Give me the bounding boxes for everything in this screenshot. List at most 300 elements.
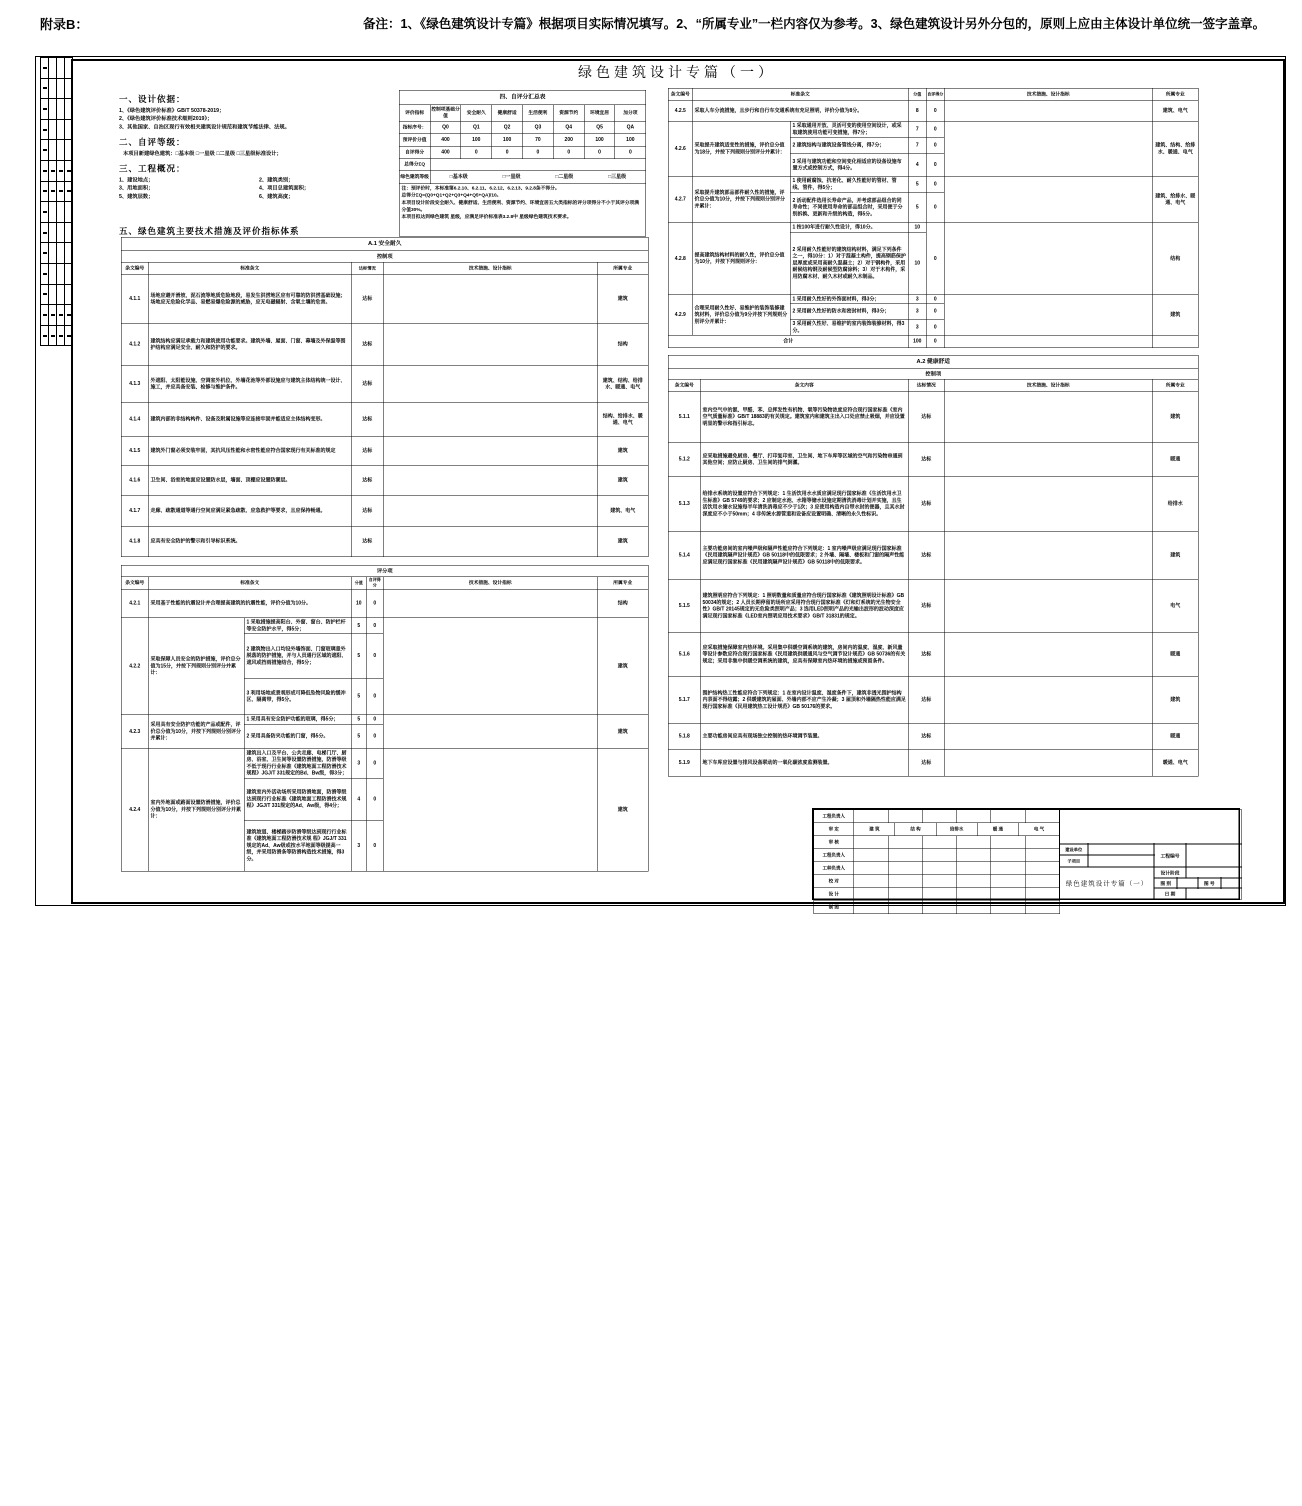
tech-cell <box>944 677 1152 724</box>
score-cell: 5 <box>351 715 366 724</box>
summary-col-header: 健康舒适 <box>492 105 523 122</box>
tech-cell <box>944 723 1152 750</box>
col-header-1: 条文内容 <box>700 379 908 392</box>
signoff-cell <box>49 160 57 181</box>
signoff-row <box>41 99 73 120</box>
signature-cell <box>957 875 991 888</box>
clause-text-cell: 外遮阳、太阳能设施、空调室外机位、外墙花池等外部设施应与建筑主体结构统一设计、施工，并应具备安装、检修与维护条件。 <box>148 366 351 403</box>
total-label-cell: 合计 <box>668 335 908 348</box>
titleblock-row <box>814 875 1060 888</box>
self-score-cell: 0 <box>926 154 944 177</box>
tech-cell <box>383 715 597 749</box>
profession-cell: 建筑 <box>597 437 648 466</box>
summary-col-header: 环境宜居 <box>584 105 615 122</box>
self-score-cell: 0 <box>366 821 383 872</box>
drawing-name: 绿色建筑设计专篇（一） <box>1059 866 1155 900</box>
self-score-cell: 0 <box>461 146 492 159</box>
clause-code-cell: 4.2.3 <box>121 715 148 749</box>
section5-heading-wrap <box>119 224 419 238</box>
status-cell: 达标 <box>908 677 944 724</box>
unit-label: 建设单位 <box>1059 843 1089 856</box>
clause-text-cell: 卫生间、浴室的地面应设置防水层，墙面、顶棚应设置防潮层。 <box>148 465 351 496</box>
scoring-clause-row <box>668 101 1198 122</box>
score-cell: 10 <box>908 232 926 295</box>
col-header-4: 所属专业 <box>1152 379 1198 392</box>
status-cell: 达标 <box>908 723 944 750</box>
summary-row-label: 绿色建筑等级 <box>399 170 430 184</box>
profession-cell: 建筑 <box>1152 392 1198 443</box>
titleblock-row <box>814 823 1060 836</box>
profession-cell: 建筑、给排水、暖通、电气 <box>1152 176 1198 223</box>
tech-cell <box>944 176 1152 223</box>
design-basis-heading: 一、设计依据： <box>119 94 186 104</box>
signature-cell <box>922 810 956 823</box>
clause-code-cell: 5.1.1 <box>668 392 700 443</box>
signoff-cell <box>41 202 49 223</box>
signoff-cell <box>57 305 65 326</box>
profession-cell: 结构 <box>597 323 648 366</box>
col-header-tech: 技术措施、设计指标 <box>944 88 1152 101</box>
signoff-cell <box>49 305 57 326</box>
tech-cell <box>383 618 597 715</box>
sub-item-cell: 2 采用耐久性好的防水和密封材料，得3分； <box>790 304 908 320</box>
titleblock-role-label: 审 核 <box>814 836 854 849</box>
scoring-clause-row <box>668 121 1198 137</box>
signoff-cell <box>57 181 65 202</box>
clause-text-cell: 应采取措施避免厨房、餐厅、打印复印室、卫生间、地下车库等区域的空气和污染物串通到其他空间；应防止厨房、卫生间的排气倒灌。 <box>700 442 908 477</box>
signature-cell <box>888 862 922 875</box>
pre-score-cell: 100 <box>492 134 523 147</box>
summary-total-row <box>399 159 646 171</box>
clause-code-cell: 5.1.3 <box>668 477 700 532</box>
total-score-cell <box>430 159 646 171</box>
self-score-cell: 0 <box>926 319 944 335</box>
self-score-cell: 0 <box>366 715 383 724</box>
signoff-cell <box>41 78 49 99</box>
score-cell: 5 <box>908 192 926 223</box>
clause-code-cell: 4.1.2 <box>121 323 148 366</box>
clause-text-cell: 建筑内部的非结构构件、设备及附属设施等应连接牢固并能适应主体结构变形。 <box>148 402 351 437</box>
signoff-cell <box>65 58 73 79</box>
clause-code-cell: 4.2.7 <box>668 176 692 223</box>
signoff-cell <box>49 243 57 264</box>
tech-cell <box>944 295 1152 336</box>
control-clause-row <box>121 323 648 366</box>
clause-text-cell: 主要功能房间应具有现场独立控制的热环境调节装置。 <box>700 723 908 750</box>
tech-cell <box>944 335 1152 348</box>
signature-cell <box>854 875 888 888</box>
a1-control-header-row <box>121 262 648 275</box>
titleblock-row <box>814 810 1060 823</box>
signature-cell <box>957 810 991 823</box>
clause-text-cell: 建筑照明应符合下列规定：1 照明数量和质量应符合现行国家标准《建筑照明设计标准》GB 50034的规定；2 人员长期停留的场所应采用符合现行国家标准《灯和灯系统的光生物安全性》GB/T 20145规定的无危险类照明产品；3 选用LED照明产品的光输出波形的波动深度应满足现行国家标准《LED室内照明应用技术要求》GB/T 31831的规定。 <box>700 580 908 633</box>
self-rating-line: 本项目新建绿色建筑：□基本级 □一星级 □二星级 □三星级标准设计； <box>123 150 282 157</box>
signoff-cell <box>65 243 73 264</box>
control-clause-row <box>121 465 648 496</box>
grade-option: □三星级 <box>608 174 627 180</box>
tech-cell <box>944 531 1152 580</box>
control-clause-row <box>668 392 1198 443</box>
col-header-clause: 标准条文 <box>692 88 908 101</box>
scoring-clause-row <box>668 176 1198 192</box>
signoff-row <box>41 222 73 243</box>
self-score-cell: 0 <box>926 101 944 122</box>
clause-code-cell: 4.2.6 <box>668 121 692 176</box>
self-score-cell: 0 <box>366 634 383 679</box>
profession-cell: 建筑 <box>1152 531 1198 580</box>
index-code-cell: Q2 <box>492 121 523 134</box>
control-clause-row <box>668 632 1198 677</box>
control-clause-row <box>668 531 1198 580</box>
self-score-cell: 0 <box>553 146 584 159</box>
signoff-cell <box>41 263 49 284</box>
grade-options-cell <box>430 170 646 184</box>
tech-cell <box>944 632 1152 677</box>
sub-item-cell: 建筑坡道、楼梯踏步防滑等级达到现行行业标准《建筑地面工程防滑技术规 程》JGJ/T 331规定的Ad、Aw级或按水平地面等级提高一级，并采用防滑条等防滑构造技术措施，得3分。 <box>244 821 351 872</box>
overview-item: 2、建筑类别； <box>259 177 294 184</box>
signature-cell <box>957 836 991 849</box>
signoff-cell <box>57 284 65 305</box>
tech-cell <box>383 437 597 466</box>
appendix-label: 附录B： <box>40 17 89 32</box>
status-cell: 达标 <box>908 442 944 477</box>
clause-code-cell: 5.1.2 <box>668 442 700 477</box>
titleblock-role-label: 工程负责人 <box>814 849 854 862</box>
scoring-header-row <box>121 577 648 590</box>
clause-code-cell: 4.1.8 <box>121 526 148 557</box>
tech-cell <box>944 442 1152 477</box>
titleblock-role-label: 审 定 <box>814 823 854 836</box>
a2-header-row <box>668 379 1198 392</box>
signature-cell <box>854 849 888 862</box>
design-basis-item: 3、其他国家、自治区现行有效相关建筑设计规范和建筑节能法律、法规。 <box>119 123 290 130</box>
clause-code-cell: 5.1.4 <box>668 531 700 580</box>
clause-code-cell: 4.1.3 <box>121 366 148 403</box>
tech-cell <box>383 465 597 496</box>
score-cell: 4 <box>908 154 926 177</box>
sub-item-cell: 3 利用场地或景观形成可降低坠物风险的缓冲区、隔离带，得5分。 <box>244 678 351 715</box>
grade-option: □一星级 <box>502 174 521 180</box>
status-cell: 达标 <box>351 323 383 366</box>
titleblock-role-label: 校 对 <box>814 875 854 888</box>
status-cell: 达标 <box>908 632 944 677</box>
clause-code-cell: 4.2.8 <box>668 223 692 295</box>
total-score-cell: 100 <box>908 335 926 348</box>
signature-cell <box>991 862 1025 875</box>
scoring-label: 评分项 <box>121 565 648 577</box>
clause-code-cell: 4.1.4 <box>121 402 148 437</box>
sub-item-cell: 1 采用具有安全防护功能的玻璃，得5分； <box>244 715 351 724</box>
signature-cell <box>888 888 922 901</box>
self-score-cell: 0 <box>523 146 554 159</box>
status-cell: 达标 <box>351 496 383 527</box>
clause-text-cell: 主要功能房间的室内噪声级和隔声性能应符合下列规定：1 室内噪声级应满足现行国家标准《民用建筑隔声设计规范》GB 50118中的低限要求；2 外墙、隔墙、楼板和门窗的隔声性能应满足现行国家标准《民用建筑隔声设计规范》GB 50118中的低限要求。 <box>700 531 908 580</box>
signoff-cell <box>57 119 65 140</box>
project-no-value <box>1185 843 1242 868</box>
titleblock-row <box>814 901 1060 914</box>
signature-cell <box>854 810 888 823</box>
a2-control-label-row <box>668 369 1198 380</box>
titleblock-top-right-cell <box>1059 810 1242 845</box>
signoff-row <box>41 78 73 99</box>
score-cell: 8 <box>908 101 926 122</box>
signoff-cell <box>49 325 57 346</box>
clause-code-cell: 4.2.5 <box>668 101 692 122</box>
sub-item-cell: 3 采用与建筑功能和空间变化相适应的设备设施布置方式或控制方式，得4分。 <box>790 154 908 177</box>
control-clause-row <box>668 677 1198 724</box>
date-value <box>1185 888 1242 900</box>
pre-score-cell: 400 <box>430 134 461 147</box>
clause-text-cell: 采取人车分流措施，且步行和自行车交通系统有充足照明，评价分值为8分。 <box>692 101 908 122</box>
tech-cell <box>383 275 597 324</box>
signoff-cell <box>49 284 57 305</box>
sub-item-cell: 建筑出入口及平台、公共走廊、电梯门厅、厨房、浴室、卫生间等设置防滑措施，防滑等级不低于现行行业标准《建筑地面工程防滑技术规程》JGJ/T 331规定的Bd、Bw级，得3分； <box>244 749 351 779</box>
signature-cell <box>957 849 991 862</box>
signoff-row <box>41 305 73 326</box>
signoff-cell <box>49 78 57 99</box>
signature-cell <box>922 875 956 888</box>
control-clause-row <box>668 750 1198 777</box>
subproject-label: 子项目 <box>1059 855 1089 868</box>
summary-index-row <box>399 121 646 134</box>
signature-cell <box>1025 888 1059 901</box>
clause-code-cell: 4.2.2 <box>121 618 148 715</box>
tech-cell <box>944 477 1152 532</box>
clause-text-cell: 采取提升建筑部品部件耐久性的措施，评价总分值为10分，并按下列规则分别评分并累计： <box>692 176 790 223</box>
signature-cell <box>991 849 1025 862</box>
sheet-remark: 备注：1、《绿色建筑设计专篇》根据项目实际情况填写。2、“所属专业”一栏内容仅为参考。3、绿色建筑设计另外分包的，原则上应由主体设计单位统一签字盖章。 <box>363 17 1266 31</box>
profession-cell: 建筑、结构、给排水、暖通、电气 <box>597 366 648 403</box>
signature-cell <box>957 862 991 875</box>
summary-notes <box>399 184 646 237</box>
titleblock-role-label: 设 计 <box>814 888 854 901</box>
col-header-profession: 所属专业 <box>1152 88 1198 101</box>
a2-control-label: 控制项 <box>668 369 1198 380</box>
clause-code-cell: 4.1.1 <box>121 275 148 324</box>
signoff-cell <box>41 243 49 264</box>
summary-selfscore-row <box>399 146 646 159</box>
signature-cell <box>888 836 922 849</box>
clause-text-cell: 提高建筑结构材料的耐久性，评价总分值为10分，并按下列规则评分： <box>692 223 790 295</box>
signature-cell <box>888 849 922 862</box>
summary-title-row <box>399 90 646 105</box>
table-a1 <box>121 237 648 1506</box>
signoff-cell <box>41 222 49 243</box>
overview-item: 3、用地面积； <box>119 185 154 192</box>
profession-cell: 结构 <box>1152 223 1198 295</box>
signature-cell <box>922 836 956 849</box>
self-score-cell: 0 <box>366 724 383 749</box>
pre-score-cell: 100 <box>461 134 492 147</box>
signature-cell <box>854 901 888 914</box>
score-cell: 3 <box>908 295 926 304</box>
clause-text-cell: 采取提升建筑适变性的措施，评价总分值为18分，并按下列规则分别评分并累计： <box>692 121 790 176</box>
summary-col-header: 控制项基础分值 <box>430 105 461 122</box>
profession-cell <box>1152 335 1198 348</box>
signature-cell <box>1025 862 1059 875</box>
scoring-clause-row <box>668 295 1198 304</box>
signature-cell <box>888 810 922 823</box>
titleblock-row <box>814 836 1060 849</box>
signoff-row <box>41 243 73 264</box>
design-basis-item: 2、《绿色建筑评价标准技术细则2019》； <box>119 115 213 122</box>
col-header-self: 自评得分 <box>926 88 944 101</box>
clause-text-cell: 采用基于性能的抗震设计并合理提高建筑的抗震性能，评价分值为10分。 <box>148 589 351 618</box>
signoff-strip <box>40 57 73 346</box>
status-cell: 达标 <box>908 580 944 633</box>
tech-cell <box>383 496 597 527</box>
signature-cell <box>922 862 956 875</box>
status-cell: 达标 <box>908 750 944 777</box>
col-header-2: 达标情况 <box>908 379 944 392</box>
tech-cell <box>944 121 1152 176</box>
signoff-cell <box>41 325 49 346</box>
signature-cell <box>957 888 991 901</box>
signoff-cell <box>57 160 65 181</box>
signature-cell <box>1025 836 1059 849</box>
status-cell: 达标 <box>908 392 944 443</box>
profession-cell: 电气 <box>1152 580 1198 633</box>
signoff-row <box>41 202 73 223</box>
signoff-cell <box>41 305 49 326</box>
signature-cell <box>991 888 1025 901</box>
signoff-cell <box>49 181 57 202</box>
titleblock-role-label: 工程负责人 <box>814 810 854 823</box>
profession-cell: 暖通、电气 <box>1152 750 1198 777</box>
summary-header-row <box>399 105 646 122</box>
title-block <box>812 808 1240 910</box>
signoff-cell <box>41 181 49 202</box>
self-score-cell: 0 <box>584 146 615 159</box>
signoff-cell <box>65 181 73 202</box>
score-cell: 10 <box>351 589 366 618</box>
clause-text-cell: 应具有安全防护的警示和引导标识系统。 <box>148 526 351 557</box>
status-cell: 达标 <box>351 366 383 403</box>
tech-cell <box>383 402 597 437</box>
clause-code-cell: 4.2.9 <box>668 295 692 336</box>
scoring-header-row <box>668 88 1198 101</box>
score-cell: 3 <box>351 749 366 779</box>
signoff-cell <box>49 58 57 79</box>
summary-note-line: 注：预评价时，本标准第6.2.10、6.2.11、6.2.12、6.2.13、9.2.8条不得分。 <box>401 185 560 191</box>
signoff-cell <box>65 284 73 305</box>
signoff-row <box>41 119 73 140</box>
tech-cell <box>383 589 597 618</box>
signoff-row <box>41 284 73 305</box>
signature-cell <box>991 836 1025 849</box>
right-column-tables <box>668 88 1198 1465</box>
sub-item-cell: 1 使用耐腐蚀、抗老化、耐久性能好的管材、管线、管件，得5分； <box>790 176 908 192</box>
sub-item-cell: 2 建筑物出入口均设外墙饰面、门窗玻璃意外脱落的防护措施，并与人员通行区域的遮阳、遮风或挡雨措施结合，得5分； <box>244 634 351 679</box>
index-code-cell: Q0 <box>430 121 461 134</box>
tech-cell <box>944 392 1152 443</box>
signature-cell <box>957 901 991 914</box>
titleblock-row <box>814 849 1060 862</box>
scoring-clause-row <box>121 715 648 724</box>
signature-cell <box>854 862 888 875</box>
specialty-header: 暖 通 <box>977 823 1018 836</box>
signoff-cell <box>57 325 65 346</box>
clause-text-cell: 采取保障人员安全的防护措施，评价总分值为15分，并按下列规则分别评分并累计： <box>148 618 244 715</box>
col-header-status: 达标情况 <box>351 262 383 275</box>
score-cell: 7 <box>908 137 926 154</box>
clause-text-cell: 合理采用耐久性好、易维护的装饰装修建筑材料，评价总分值为9分并按下列规则分别评分并累计： <box>692 295 790 336</box>
signature-cell <box>854 836 888 849</box>
clause-text-cell: 采用具有安全防护功能的产品或配件，评价总分值为10分，并按下列规则分别评分并累计： <box>148 715 244 749</box>
profession-cell: 建筑 <box>597 749 648 872</box>
scoring-clause-row <box>121 589 648 618</box>
index-code-cell: Q5 <box>584 121 615 134</box>
signoff-cell <box>65 160 73 181</box>
signoff-cell <box>49 119 57 140</box>
signoff-cell <box>65 202 73 223</box>
date-label: 日 期 <box>1154 888 1187 900</box>
signoff-cell <box>41 140 49 161</box>
summary-title: 四、自评分汇总表 <box>399 90 646 105</box>
signature-cell <box>922 888 956 901</box>
sub-item-cell: 建筑室内外活动场所采用防滑地面，防滑等级达到现行行业标准《建筑地面工程防滑技术规程》JGJ/T 331规定的Ad、Aw级，得4分； <box>244 778 351 821</box>
specialty-header: 结 构 <box>895 823 936 836</box>
self-score-cell: 0 <box>926 192 944 223</box>
signature-cell <box>854 888 888 901</box>
signoff-cell <box>65 263 73 284</box>
signoff-cell <box>41 160 49 181</box>
col-header-code: 条文编号 <box>121 577 148 590</box>
signoff-cell <box>65 78 73 99</box>
clause-text-cell: 场地应避开滑坡、泥石流等地质危险地段，易发生洪涝地区应有可靠的防洪涝基础设施；场地应无危险化学品、易燃易爆危险源的威胁，应无电磁辐射、含氡土壤的危害。 <box>148 275 351 324</box>
status-cell: 达标 <box>351 275 383 324</box>
signoff-cell <box>49 263 57 284</box>
profession-cell: 结构 <box>597 589 648 618</box>
intro-sections <box>119 92 391 202</box>
tech-cell <box>944 750 1152 777</box>
sub-item-cell: 1 采取措施提高阳台、外窗、窗台、防护栏杆等安全防护水平，得5分； <box>244 618 351 634</box>
sub-item-cell: 1 采用耐久性好的外饰面材料，得3分； <box>790 295 908 304</box>
score-cell: 7 <box>908 121 926 137</box>
overview-heading: 三、工程概况： <box>119 164 186 174</box>
self-score-cell: 0 <box>926 176 944 192</box>
status-cell: 达标 <box>908 531 944 580</box>
profession-cell: 建筑 <box>1152 677 1198 724</box>
scoring-label-row <box>121 565 648 577</box>
summary-col-header: 资源节约 <box>553 105 584 122</box>
signature-cell <box>922 849 956 862</box>
self-score-cell: 0 <box>615 146 646 159</box>
tech-cell <box>944 580 1152 633</box>
signoff-row <box>41 325 73 346</box>
signoff-cell <box>57 58 65 79</box>
signoff-cell <box>57 243 65 264</box>
score-cell: 5 <box>908 176 926 192</box>
signoff-cell <box>41 99 49 120</box>
col-header-clause: 标准条文 <box>148 262 351 275</box>
sub-item-cell: 2 活动配件选用长寿命产品，并考虑部品组合的同寿命性；不同使用寿命的部品组合时，采用便于分别拆换、更新和升级的构造，得5分。 <box>790 192 908 223</box>
profession-cell: 暖通 <box>1152 442 1198 477</box>
signature-cell <box>991 901 1025 914</box>
signature-cell <box>991 875 1025 888</box>
stage-label: 设计阶段 <box>1154 866 1187 879</box>
clause-text-cell: 建筑结构应满足承载力和建筑使用功能要求。建筑外墙、屋面、门窗、幕墙及外保温等围护结构应满足安全、耐久和防护的要求。 <box>148 323 351 366</box>
profession-cell: 暖通 <box>1152 632 1198 677</box>
signature-cell <box>1025 849 1059 862</box>
clause-text-cell: 走廊、疏散通道等通行空间应满足紧急疏散、应急救护等要求，且应保持畅通。 <box>148 496 351 527</box>
sub-item-cell: 2 采用具备防夹功能的门窗，得5分。 <box>244 724 351 749</box>
clause-code-cell: 5.1.5 <box>668 580 700 633</box>
clause-text-cell: 建筑外门窗必须安装牢固，其抗风压性能和水密性能应符合国家现行有关标准的规定 <box>148 437 351 466</box>
clause-text-cell: 围护结构热工性能应符合下列规定：1 在室内设计温度、湿度条件下，建筑非透光围护结构内表面不得结露；2 供暖建筑的屋面、外墙内部不应产生冷凝；3 屋顶和外墙隔热性能应满足现行国家标准《民用建筑热工设计规范》GB 50176的要求。 <box>700 677 908 724</box>
summary-grade-row <box>399 170 646 184</box>
summary-col-header: 生活便利 <box>523 105 554 122</box>
